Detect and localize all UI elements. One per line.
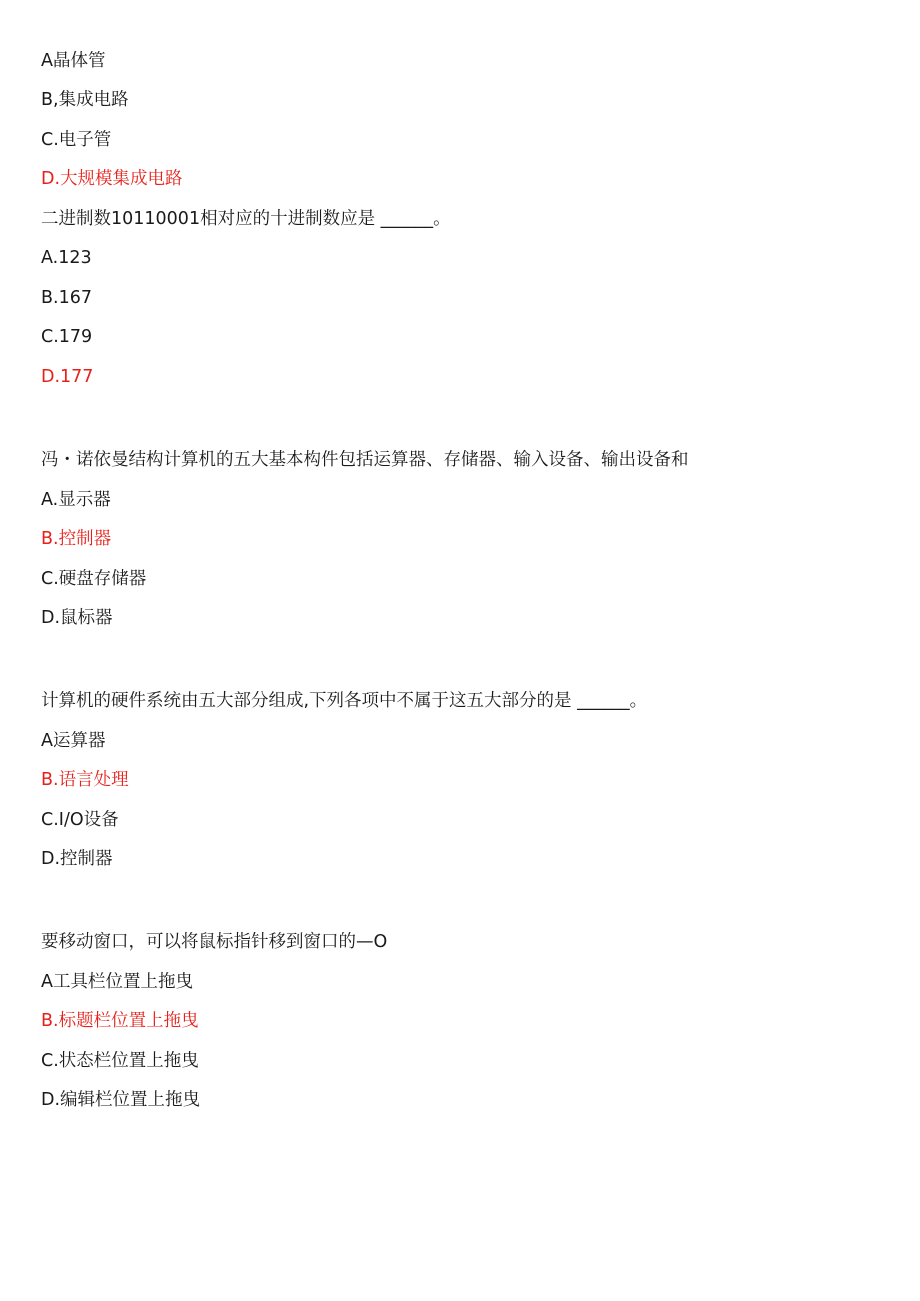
option-q4-a: A运算器 (41, 731, 106, 751)
question-2-stem: 二进制数10110001相对应的十进制数应是 ______。 (41, 209, 451, 229)
option-q1-a: A晶体管 (41, 51, 106, 71)
question-5-stem: 要移动窗口，可以将鼠标指针移到窗口的—O (41, 932, 388, 952)
option-q3-a: A.显示器 (41, 490, 111, 510)
option-q3-b-correct: B.控制器 (41, 529, 112, 549)
option-q3-d: D.鼠标器 (41, 608, 113, 628)
option-q1-c: C.电子管 (41, 130, 112, 150)
option-q2-d-correct: D.177 (41, 367, 94, 387)
option-q4-b-correct: B.语言处理 (41, 770, 129, 790)
option-q4-c: C.I/O设备 (41, 810, 119, 830)
option-q5-d: D.编辑栏位置上拖曳 (41, 1090, 201, 1110)
option-q2-b: B.167 (41, 288, 92, 308)
option-q1-d-correct: D.大规模集成电路 (41, 169, 183, 189)
option-q4-d: D.控制器 (41, 849, 113, 869)
option-q3-c: C.硬盘存储器 (41, 569, 147, 589)
option-q5-a: A工具栏位置上拖曳 (41, 972, 193, 992)
option-q5-b-correct: B.标题栏位置上拖曳 (41, 1011, 199, 1031)
option-q2-a: A.123 (41, 248, 92, 268)
option-q5-c: C.状态栏位置上拖曳 (41, 1051, 199, 1071)
option-q2-c: C.179 (41, 327, 93, 347)
option-q1-b: B,集成电路 (41, 90, 129, 110)
question-4-stem: 计算机的硬件系统由五大部分组成,下列各项中不属于这五大部分的是 ______。 (41, 691, 648, 711)
question-3-stem: 冯・诺依曼结构计算机的五大基本构件包括运算器、存储器、输入设备、输出设备和 (41, 450, 689, 470)
